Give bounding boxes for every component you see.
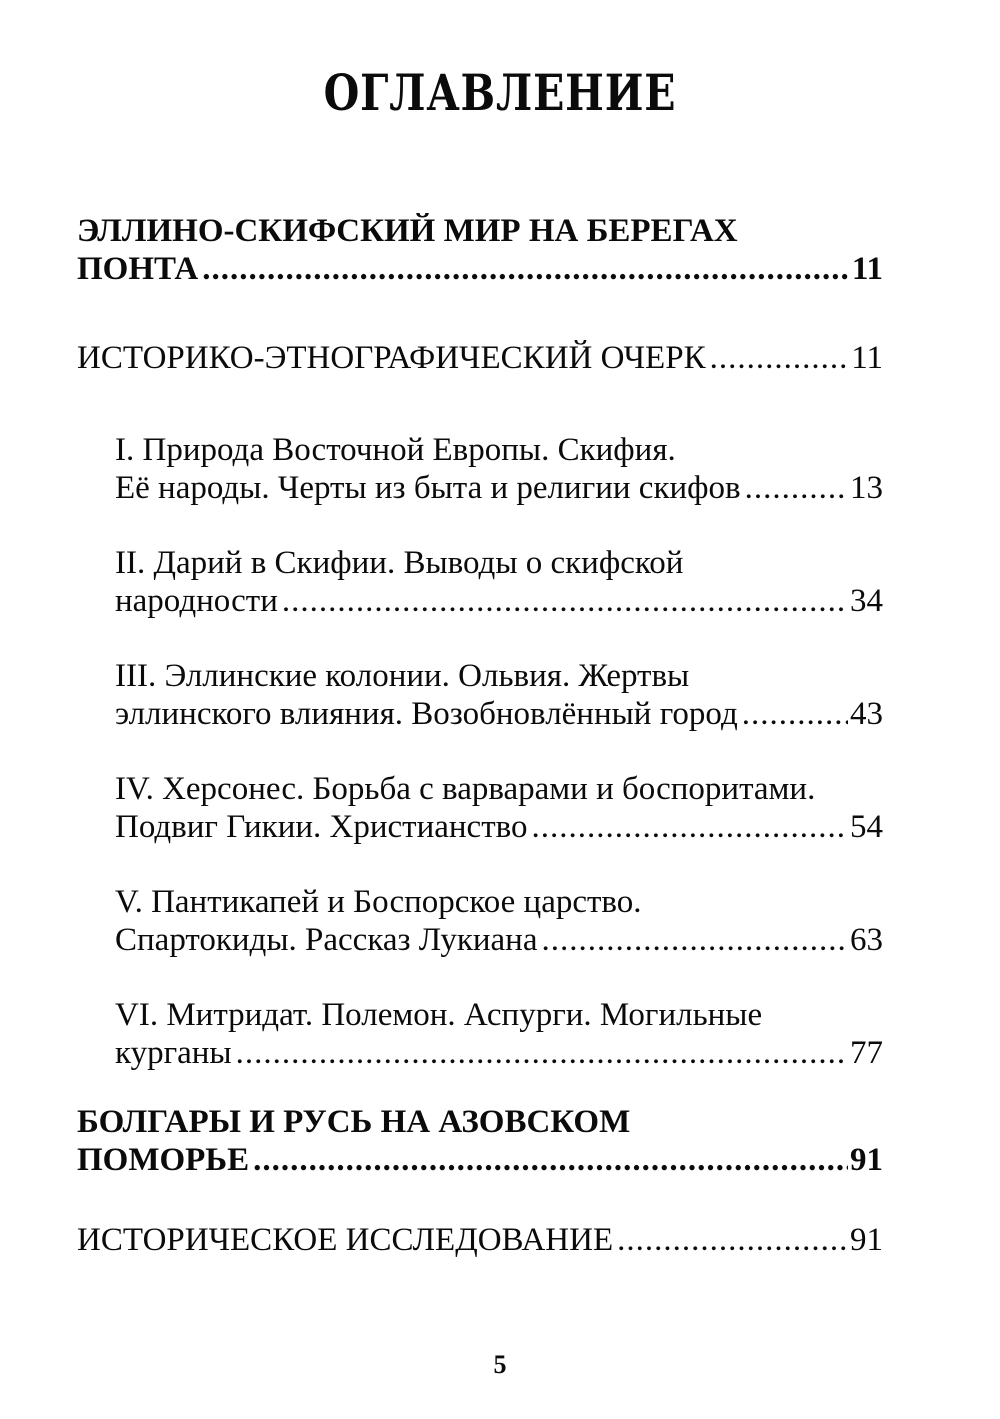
toc-entry-last-line <box>77 339 883 377</box>
toc-page-number: 91 <box>850 1222 883 1258</box>
page-number-footer: 5 <box>493 1350 507 1379</box>
dot-leader <box>282 582 848 620</box>
toc-entry-last-line <box>77 250 883 288</box>
toc-entry-last-line <box>115 469 883 507</box>
dot-leader <box>236 1034 848 1072</box>
toc-entry-title-line: ЭЛЛИНО-СКИФСКИЙ МИР НА БЕРЕГАХ <box>77 213 738 249</box>
toc-chapter-entry[interactable] <box>77 657 883 733</box>
toc-page-number: 91 <box>850 1142 883 1178</box>
dot-leader <box>202 250 850 288</box>
toc-section-entry[interactable] <box>77 1103 883 1179</box>
toc-section-entry[interactable] <box>77 212 883 288</box>
toc-page-number: 63 <box>850 922 883 958</box>
page-title: ОГЛАВЛЕНИЕ <box>323 63 677 122</box>
toc-entry-title-line: I. Природа Восточной Европы. Скифия. <box>115 432 676 468</box>
toc-entry-title-end: Подвиг Гикии. Христианство <box>115 809 528 845</box>
toc-chapter-entry[interactable] <box>77 883 883 959</box>
toc-page-number: 54 <box>850 809 883 845</box>
toc-entry-title-end: народности <box>115 583 278 619</box>
toc-entry-last-line <box>115 921 883 959</box>
dot-leader <box>253 1141 848 1179</box>
toc-page-number: 43 <box>850 696 883 732</box>
dot-leader <box>745 469 848 507</box>
toc-chapter-entry[interactable] <box>77 431 883 507</box>
toc-chapter-entry[interactable] <box>77 770 883 846</box>
dot-leader <box>542 921 849 959</box>
toc-entry-last-line <box>115 1034 883 1072</box>
toc-page-number: 13 <box>850 470 883 506</box>
toc-page-number: 11 <box>851 340 883 376</box>
toc-entry-title-line: III. Эллинские колонии. Ольвия. Жертвы <box>115 658 690 694</box>
toc-entry-last-line <box>77 1221 883 1259</box>
toc-entry-title-line: V. Пантикапей и Боспорское царство. <box>115 884 642 920</box>
toc-entry-title-end: ИСТОРИКО-ЭТНОГРАФИЧЕСКИЙ ОЧЕРК <box>77 340 706 376</box>
toc-entry-title-end: ПОМОРЬЕ <box>77 1142 250 1178</box>
toc-page-number: 34 <box>850 583 883 619</box>
dot-leader <box>742 695 848 733</box>
toc-entry-title-line: II. Дарий в Скифии. Выводы о скифской <box>115 545 684 581</box>
toc-chapter-entry[interactable] <box>77 544 883 620</box>
toc-page-number: 11 <box>851 251 883 287</box>
toc-entry-title-line: IV. Херсонес. Борьба с варварами и боспоритами. <box>115 771 816 807</box>
toc-subtitle-entry[interactable] <box>77 1221 883 1259</box>
toc-entry-last-line <box>77 1141 883 1179</box>
toc-entry-title-end: ИСТОРИЧЕСКОЕ ИССЛЕДОВАНИЕ <box>77 1222 614 1258</box>
table-of-contents <box>77 212 883 1259</box>
dot-leader <box>710 339 850 377</box>
toc-page-number: 77 <box>850 1035 883 1071</box>
toc-entry-title-end: Её народы. Черты из быта и религии скифов <box>115 470 741 506</box>
toc-entry-title-line: VI. Митридат. Полемон. Аспурги. Могильные <box>115 997 763 1033</box>
toc-entry-title-end: ПОНТА <box>77 251 199 287</box>
toc-entry-last-line <box>115 808 883 846</box>
dot-leader <box>617 1221 848 1259</box>
toc-entry-last-line <box>115 582 883 620</box>
toc-entry-title-end: эллинского влияния. Возобновлённый город <box>115 696 738 732</box>
toc-entry-title-end: Спартокиды. Рассказ Лукиана <box>115 922 538 958</box>
toc-entry-last-line <box>115 695 883 733</box>
toc-entry-title-end: курганы <box>115 1035 232 1071</box>
toc-subtitle-entry[interactable] <box>77 339 883 377</box>
dot-leader <box>531 808 848 846</box>
toc-entry-title-line: БОЛГАРЫ И РУСЬ НА АЗОВСКОМ <box>77 1104 631 1140</box>
toc-chapter-entry[interactable] <box>77 996 883 1072</box>
